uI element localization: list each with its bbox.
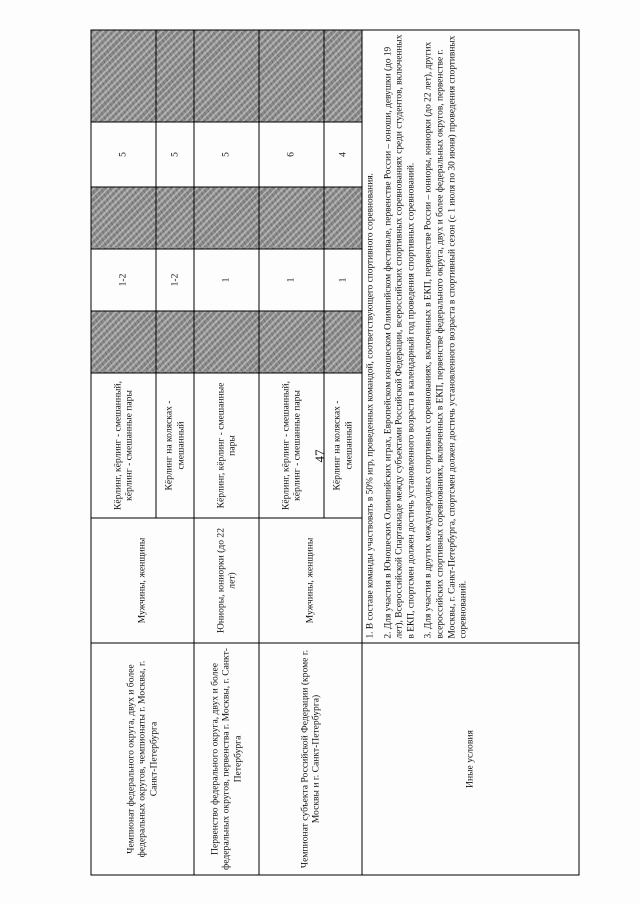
empty-shaded-cell [194, 187, 259, 249]
condition-item: 2. Для участия в Юношеских Олимпийских играх, Европейском юношеском Олимпийском фестивале, первенстве России – юноши, девушки (до 19 лет), Всероссийской Спартакиаде между субъектами Российской Федерации, всероссийских спортивных соревнованиях среди студентов, включенных в ЕКП, спортсмен должен достичь установленного возраста в календарный год проведения спортивных соревнований. [382, 34, 416, 638]
discipline-cell: Кёрлинг, кёрлинг - смешанный, кёрлинг - смешанные пары [91, 373, 156, 518]
group-cell: Мужчины, женщины [259, 518, 362, 643]
table-row [91, 30, 156, 875]
competition-cell: Первенство федерального округа, двух и более федеральных округов, первенства г. Москвы, г. Санкт-Петербурга [194, 643, 259, 875]
empty-shaded-cell [156, 311, 194, 373]
condition-item: 3. Для участия в других международных спортивных соревнованиях, включенных в ЕКП, первенстве России – юниоры, юниорки (до 22 лет), других всероссийских спортивных соревнованиях, включенных в ЕКП, первенстве федерального округа, двух и более федеральных округов, первенстве г. Москвы, г. Санкт-Петербурга, спортсмен должен достичь установленного возраста в спортивный сезон (с 1 июля по 30 июня) проведения спортивных соревнований. [423, 35, 469, 638]
group-cell: Мужчины, женщины [91, 518, 194, 643]
norms-table [90, 29, 579, 875]
other-conditions-text [362, 30, 579, 643]
empty-shaded-cell [91, 30, 156, 122]
value-cell: 4 [324, 122, 362, 187]
empty-shaded-cell [156, 187, 194, 249]
place-cell: 1 [194, 249, 259, 311]
empty-shaded-cell [324, 311, 362, 373]
place-cell: 1-2 [156, 249, 194, 311]
value-cell: 6 [259, 122, 324, 187]
discipline-cell: Кёрлинг на колясках - смешанный [156, 373, 194, 518]
empty-shaded-cell [324, 30, 362, 122]
empty-shaded-cell [259, 187, 324, 249]
empty-shaded-cell [324, 187, 362, 249]
empty-shaded-cell [194, 30, 259, 122]
empty-shaded-cell [91, 187, 156, 249]
place-cell: 1 [324, 249, 362, 311]
value-cell: 5 [194, 122, 259, 187]
discipline-cell: Кёрлинг, кёрлинг - смешанные пары [194, 373, 259, 518]
empty-shaded-cell [259, 30, 324, 122]
table-row [194, 30, 259, 875]
condition-item: 1. В составе команды участвовать в 50% игр, проведенных командой, соответствующего спортивного соревнования. [365, 172, 375, 638]
empty-shaded-cell [259, 311, 324, 373]
other-conditions-label: Иные условия [362, 643, 579, 875]
group-cell: Юниоры, юниорки (до 22 лет) [194, 518, 259, 643]
value-cell: 5 [156, 122, 194, 187]
place-cell: 1-2 [91, 249, 156, 311]
empty-shaded-cell [194, 311, 259, 373]
place-cell: 1 [259, 249, 324, 311]
competition-cell: Чемпионат субъекта Российской Федерации (кроме г. Москвы и г. Санкт-Петербурга) [259, 643, 362, 875]
empty-shaded-cell [156, 30, 194, 122]
empty-shaded-cell [91, 311, 156, 373]
value-cell: 5 [91, 122, 156, 187]
discipline-cell: Кёрлинг, кёрлинг - смешанный, кёрлинг - смешанные пары [259, 373, 324, 518]
discipline-cell: Кёрлинг на колясках - смешанный [324, 373, 362, 518]
table-row [259, 30, 324, 875]
competition-cell: Чемпионат федерального округа, двух и более федеральных округов, чемпионаты г. Москвы, г. Санкт-Петербурга [91, 643, 194, 875]
rotated-table-wrapper [90, 30, 550, 875]
page-number: 47 [312, 449, 327, 463]
table-row-other-conditions [362, 30, 579, 875]
